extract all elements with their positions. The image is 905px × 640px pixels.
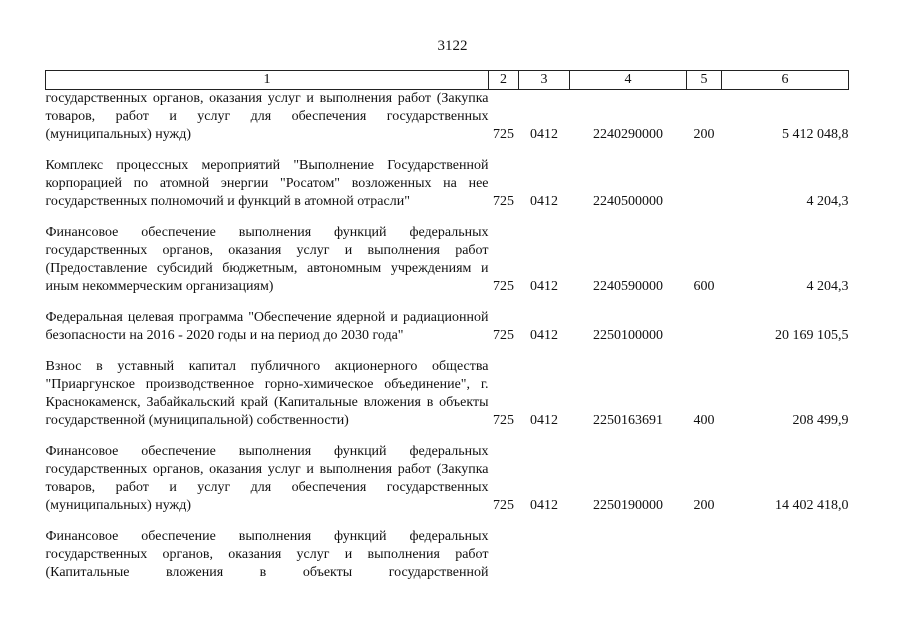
header-col-4: 4 xyxy=(570,71,687,90)
row-amount: 4 204,3 xyxy=(806,194,849,209)
row-description: Финансовое обеспечение выполнения функций федеральных государственных органов, оказания услуг и выполнения работ (Закупка товаров, работ и услуг для обеспечения государственных (муниципальных) нужд) xyxy=(45,444,489,513)
row-description: Финансовое обеспечение выполнения функций федеральных государственных органов, оказания услуг и выполнения работ (Капитальные вложения в объекты государственной xyxy=(45,529,489,580)
row-target-code: 2240290000 xyxy=(593,127,663,142)
row-target-code: 2250190000 xyxy=(593,498,663,513)
header-col-1: 1 xyxy=(46,71,489,90)
row-expense-type: 200 xyxy=(693,498,715,513)
row-section-code xyxy=(519,528,570,582)
header-col-2: 2 xyxy=(489,71,519,90)
row-expense-type xyxy=(687,157,722,211)
table-row xyxy=(46,443,849,515)
row-description: Финансовое обеспечение выполнения функций федеральных государственных органов, оказания услуг и выполнения работ (Предоставление субсидий бюджетным, автономным учреждениям и иным некоммерческим организациям) xyxy=(45,225,489,294)
row-gap xyxy=(46,515,849,528)
row-target-code: 2250163691 xyxy=(593,413,663,428)
row-target-code: 2240500000 xyxy=(593,194,663,209)
row-section-code: 0412 xyxy=(530,413,558,428)
row-section-code: 0412 xyxy=(530,328,558,343)
row-section-code: 0412 xyxy=(530,194,558,209)
row-description: государственных органов, оказания услуг и выполнения работ (Закупка товаров, работ и услуг для обеспечения государственных (муниципальных) нужд) xyxy=(45,91,489,142)
row-ministry-code: 725 xyxy=(493,328,514,343)
row-gap xyxy=(46,296,849,309)
row-ministry-code: 725 xyxy=(493,279,514,294)
row-expense-type: 200 xyxy=(693,127,715,142)
table-row xyxy=(46,309,849,345)
row-amount: 208 499,9 xyxy=(792,413,849,428)
row-expense-type: 400 xyxy=(693,413,715,428)
row-section-code: 0412 xyxy=(530,498,558,513)
row-ministry-code: 725 xyxy=(493,413,514,428)
page-number: 3122 xyxy=(437,38,468,54)
row-gap xyxy=(46,345,849,358)
row-target-code: 2240590000 xyxy=(593,279,663,294)
row-target-code xyxy=(570,528,687,582)
row-description: Взнос в уставный капитал публичного акционерного общества "Приаргунское производственное горно-химическое объединение", г. Краснокаменск, Забайкальский край (Капитальные вложения в объекты государственной (муниципальной) собственности) xyxy=(45,359,489,428)
row-gap xyxy=(46,144,849,157)
row-amount xyxy=(722,528,849,582)
row-section-code: 0412 xyxy=(530,127,558,142)
row-gap xyxy=(46,430,849,443)
table-row xyxy=(46,358,849,430)
row-amount: 5 412 048,8 xyxy=(782,127,849,142)
row-section-code: 0412 xyxy=(530,279,558,294)
row-ministry-code: 725 xyxy=(493,127,514,142)
row-ministry-code: 725 xyxy=(493,194,514,209)
row-description: Федеральная целевая программа "Обеспечение ядерной и радиационной безопасности на 2016 - 2020 годы и на период до 2030 года" xyxy=(45,310,489,343)
header-col-3: 3 xyxy=(519,71,570,90)
table-row xyxy=(46,90,849,145)
header-row xyxy=(46,71,849,90)
row-ministry-code xyxy=(489,528,519,582)
table-row xyxy=(46,157,849,211)
row-amount: 4 204,3 xyxy=(806,279,849,294)
row-expense-type xyxy=(687,528,722,582)
row-amount: 20 169 105,5 xyxy=(775,328,849,343)
row-amount: 14 402 418,0 xyxy=(775,498,849,513)
row-gap xyxy=(46,211,849,224)
row-description: Комплекс процессных мероприятий "Выполнение Государственной корпорацией по атомной энергии "Росатом" возложенных на нее государственных полномочий и функций в атомной отрасли" xyxy=(45,158,489,209)
row-expense-type xyxy=(687,309,722,345)
header-col-6: 6 xyxy=(722,71,849,90)
budget-table xyxy=(45,70,849,582)
header-col-5: 5 xyxy=(687,71,722,90)
row-expense-type: 600 xyxy=(693,279,715,294)
row-target-code: 2250100000 xyxy=(593,328,663,343)
table-row xyxy=(46,224,849,296)
row-ministry-code: 725 xyxy=(493,498,514,513)
table-row xyxy=(46,528,849,582)
